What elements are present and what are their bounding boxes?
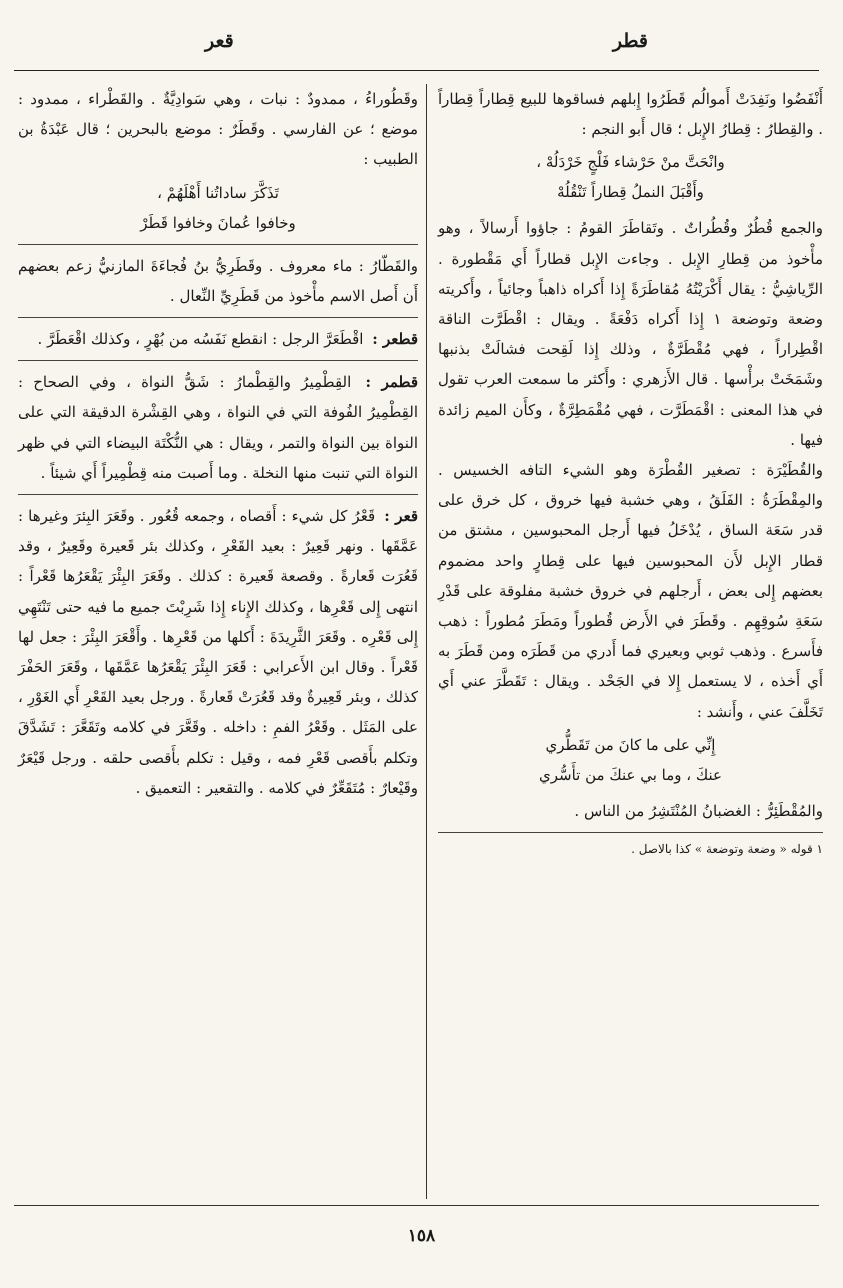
right-paragraph-3: والقُطَيْرَة : تصغير القُطْرَة وهو الشيء التافه الخسيس . والمِقْطَرَةُ : الفَلَقُ ، وهي خشبة فيها خروق ، كل خرق على قدر سَعَة الساق ، يُدْخَلُ فيها أَرجل المحبوسين ، مشتق من قطار الإِبل لأَن المحبوسين فيها على قِطارٍ واحد مضموم بعضهم إِلى بعض ، أَرجلهم في خروق خشبة مفلوقة على قَدْرِ سَعَةِ سُوقِهِم . وقَطَرَ في الأَرض قُطوراً ومَطَرَ مُطوراً : ذهب فأَسرع . وذهب ثوبي وبعيري فما أَدري من قَطَرَه ومن قَطَرَ به أَي أَخذه ، لا يستعمل إِلا في الجَحْد . ويقال : تَقَطَّرَ عني أَي تَخَلَّفَ عني ، وأَنشد :	[438, 461, 823, 721]
footer-rule	[14, 1205, 819, 1206]
entry-body: قَعْرُ كل شيء : أَقصاه ، وجمعه قُعُور . وقَعَرَ البِئرَ وغيرها : عَمَّقَها . ونهر قَعِيرٌ : بعيد القَعْرِ ، وكذلك بئر قَعيرة وقَعِيرٌ ، وقد قَعُرَت قَعارةً . وقصعة قَعيرة : كذلك . وقَعَرَ البِئْرَ يَقْعَرُها قَعْراً : انتهى إِلى قَعْرِها ، وكذلك الإِناء إِذا شَرِبْتَ جميع ما فيه حتى تَنْتَهِي إِلى قَعْرِه . وقَعَرَ الثَّرِيدَةَ : أَكلها من قَعْرِها . وأَقْعَرَ البِئْرَ : جعل لها قَعْراً . وقال ابن الأَعرابي : قَعَرَ البِئْرَ يَقْعَرُها عَمَّقَها ، وقَعَرَ الحَفْرَ كذلك ، وبئر قَعِيرةٌ وقد قَعُرَتْ قَعارةً . ورجل بعيد القَعْرِ أَي الغَوْرِ ، على المَثَل . وقَعْرُ الفمِ : داخله . وقَعَّرَ في كلامه وتَقَعَّرَ : تَشَدَّقَ وتكلم بأَقصى قَعْرِ فمه ، وقيل : تكلم بأَقصى حلقه . ورجل قَيْعَرٌ وقَيْعارٌ : مُتَقَعِّرٌ في كلامه . والتقعير : التعميق .	[18, 507, 418, 797]
entry-headword: قعر :	[384, 507, 418, 526]
verse-line: وأَقْبَلَ النملُ قِطاراً تَنْقُلُهْ	[557, 183, 704, 202]
footnote: ۱ قوله « وضعة وتوضعة » كذا بالاصل .	[438, 832, 823, 859]
entry-body: القِطْمِيرُ والقِطْمارُ : شَقُّ النواة ، وفي الصحاح : القِطْمِيرُ الفُوفة التي في النواة ، وهي القِشْرة الدقيقة التي على النواة بين النواة والتمر ، ويقال : هي النُّكْتَة البيضاء التي في ظهر النواة التي تنبت منها النخلة . وما أَصبت منه قِطْمِيراً أَي شيئاً .	[18, 373, 418, 482]
entry-qatar	[18, 324, 418, 354]
column-divider	[426, 84, 427, 1199]
left-column	[18, 84, 418, 803]
verse-line: إِنِّي على ما كانَ من تَقَطُّري	[545, 735, 716, 754]
entry-qatmar	[18, 367, 418, 488]
entry-headword: قطمر :	[365, 373, 418, 392]
entry-headword: قطعر :	[372, 330, 418, 349]
left-verse-1	[18, 178, 418, 238]
entry-separator	[18, 494, 418, 495]
entry-separator	[18, 244, 418, 245]
page-number: ١٥٨	[407, 1226, 436, 1246]
right-verse-2	[438, 730, 823, 790]
left-paragraph-2: والقَطّارُ : ماء معروف . وقَطَرِيُّ بنُ فُجاءَةَ المازنيُّ زعم بعضهم أَن أَصل الاسم مأْخوذ من قَطَرِيِّ النِّعال .	[18, 256, 418, 305]
verse-line: تَذَكَّرَ ساداتُنا أَهْلَهُمْ ،	[157, 183, 279, 202]
right-column	[438, 84, 823, 859]
header-root-word-right: قطر	[612, 30, 648, 52]
header-root-word-left: قعر	[205, 30, 234, 52]
right-paragraph-4: والمُقْطَئِرُّ : الغضبانُ المُنْتَشِرُ من الناس .	[574, 801, 823, 820]
verse-line: عنكَ ، وما بي عنكَ من تأَسُّري	[539, 765, 722, 784]
entry-separator	[18, 317, 418, 318]
entry-qaar	[18, 501, 418, 803]
header-rule	[14, 70, 819, 71]
entry-separator	[18, 360, 418, 361]
right-verse-1	[438, 147, 823, 207]
left-paragraph-1: وقَطُوراءُ ، ممدودٌ : نبات ، وهي سَوادِيَّةٌ . والقَطْراء ، ممدود : موضع ؛ عن الفارسي . وقَطَرٌ : موضع بالبحرين ؛ قال عَبْدَةُ بن الطبيب :	[18, 90, 418, 169]
verse-line: وانْحَتَّ منْ حَرْشاء فَلْجٍ خَرْدَلُهْ ،	[536, 153, 725, 172]
right-paragraph-2: والجمع قُطُرٌ وقُطُراتٌ . وتَقاطَرَ القومُ : جاؤوا أَرسالاً ، وهو مأْخوذ من قِطارِ الإِبل . وجاءت الإِبل قطاراً أَي مَقْطورة . الرِّياشِيُّ : يقال أَكْرَيْتُهُ مُقاطَرَةً إِذا أَكراه ذاهباً وجائياً ، وأَكريته وضعة وتوضعة ۱ إِذا أَكراه دَفْعَةً . ويقال : اقْطَرَّت الناقة اقْطِراراً ، فهي مُقْطَرَّةٌ ، وذلك إِذا لَقِحت فشالَتْ بذنبها وشَمَخَتْ برأْسها . قال الأَزهري : وأَكثر ما سمعت العرب تقول في هذا المعنى : اقْمَطَرَّت ، فهي مُقْمَطِرَّةٌ ، وكأَن الميم زائدة فيها .	[438, 219, 823, 449]
entry-body: اقْطَعَرَّ الرجل : انقطع نَفَسُه من بُهْرٍ ، وكذلك اقْعَطَرَّ .	[37, 330, 364, 349]
verse-line: وخافوا عُمانَ وخافوا قَطَرْ	[140, 213, 296, 232]
right-paragraph-1: أَنْفَضُوا ونَفِدَتْ أَموالُم قَطَرُوا إِبلهم فساقوها للبيع قِطاراً قِطاراً . والقِطارُ : قِطارُ الإِبل ؛ قال أَبو النجم :	[438, 90, 823, 139]
